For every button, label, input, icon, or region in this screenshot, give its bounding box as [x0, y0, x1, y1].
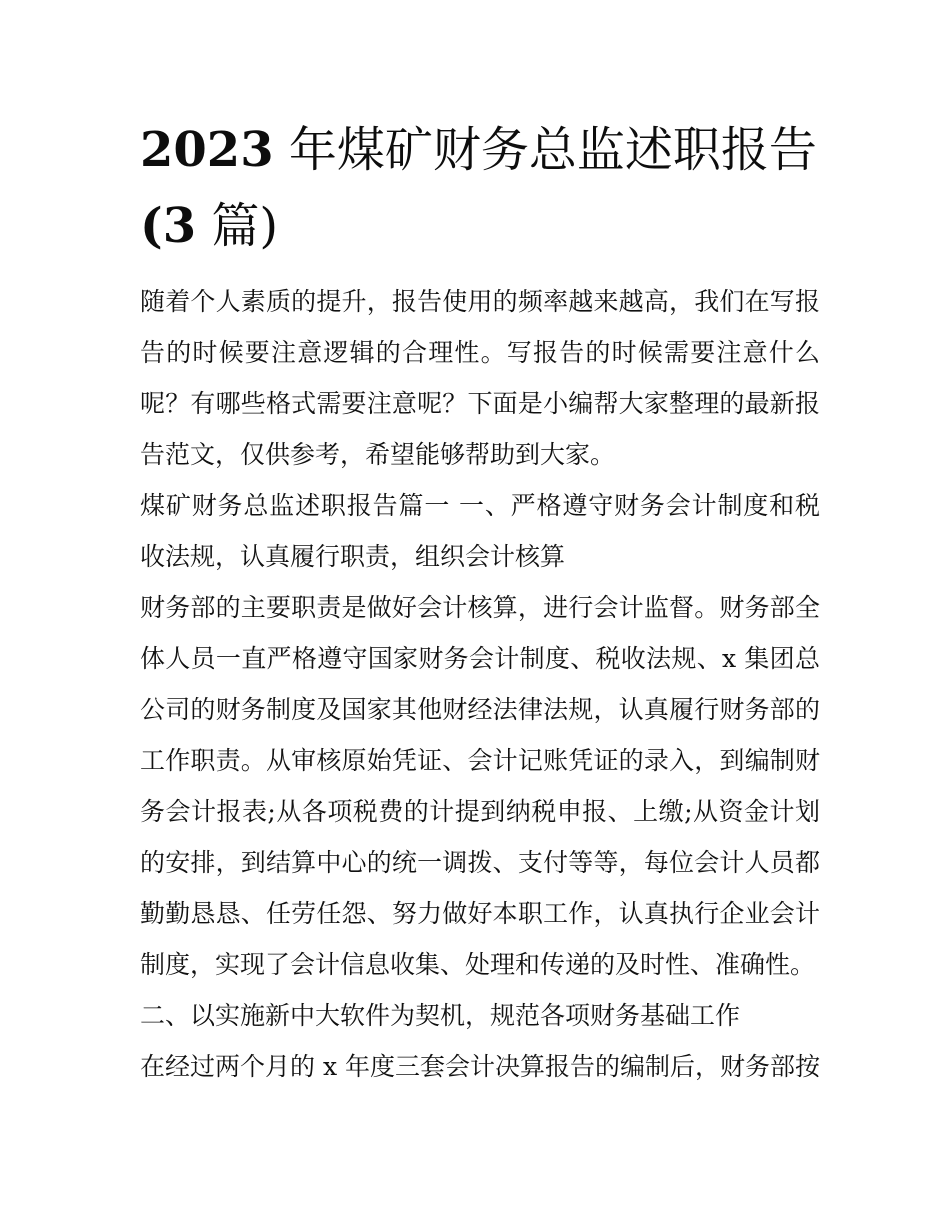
intro-paragraph: 随着个人素质的提升，报告使用的频率越来越高，我们在写报告的时候要注意逻辑的合理性。写报告的时候需要注意什么呢？有哪些格式需要注意呢？下面是小编帮大家整理的最新报告范文，仅供参考，希望能够帮助到大家。	[140, 287, 820, 469]
document-body	[140, 276, 820, 1092]
title-paren-close: 篇)	[196, 198, 279, 254]
body-paragraph-2: 在经过两个月的 x 年度三套会计决算报告的编制后，财务部按	[140, 1052, 820, 1081]
title-paren-open: (	[140, 198, 163, 254]
title-count: 3	[162, 198, 197, 254]
section-heading-2: 二、以实施新中大软件为契机，规范各项财务基础工作	[140, 1001, 741, 1030]
section-heading-1: 煤矿财务总监述职报告篇一 一、严格遵守财务会计制度和税收法规，认真履行职责，组织会计核算	[140, 491, 820, 571]
body-paragraph-1: 财务部的主要职责是做好会计核算，进行会计监督。财务部全体人员一直严格遵守国家财务会计制度、税收法规、x 集团总公司的财务制度及国家其他财经法律法规，认真履行财务部的工作职责。从审核原始凭证、会计记账凭证的录入，到编制财务会计报表;从各项税费的计提到纳税申报、上缴;从资金计划的安排，到结算中心的统一调拨、支付等等，每位会计人员都勤勤恳恳、任劳任怨、努力做好本职工作，认真执行企业会计制度，实现了会计信息收集、处理和传递的及时性、准确性。	[140, 593, 820, 979]
document-title	[140, 112, 820, 264]
title-year: 2023	[140, 122, 274, 178]
title-main: 年煤矿财务总监述职报告	[288, 122, 817, 178]
